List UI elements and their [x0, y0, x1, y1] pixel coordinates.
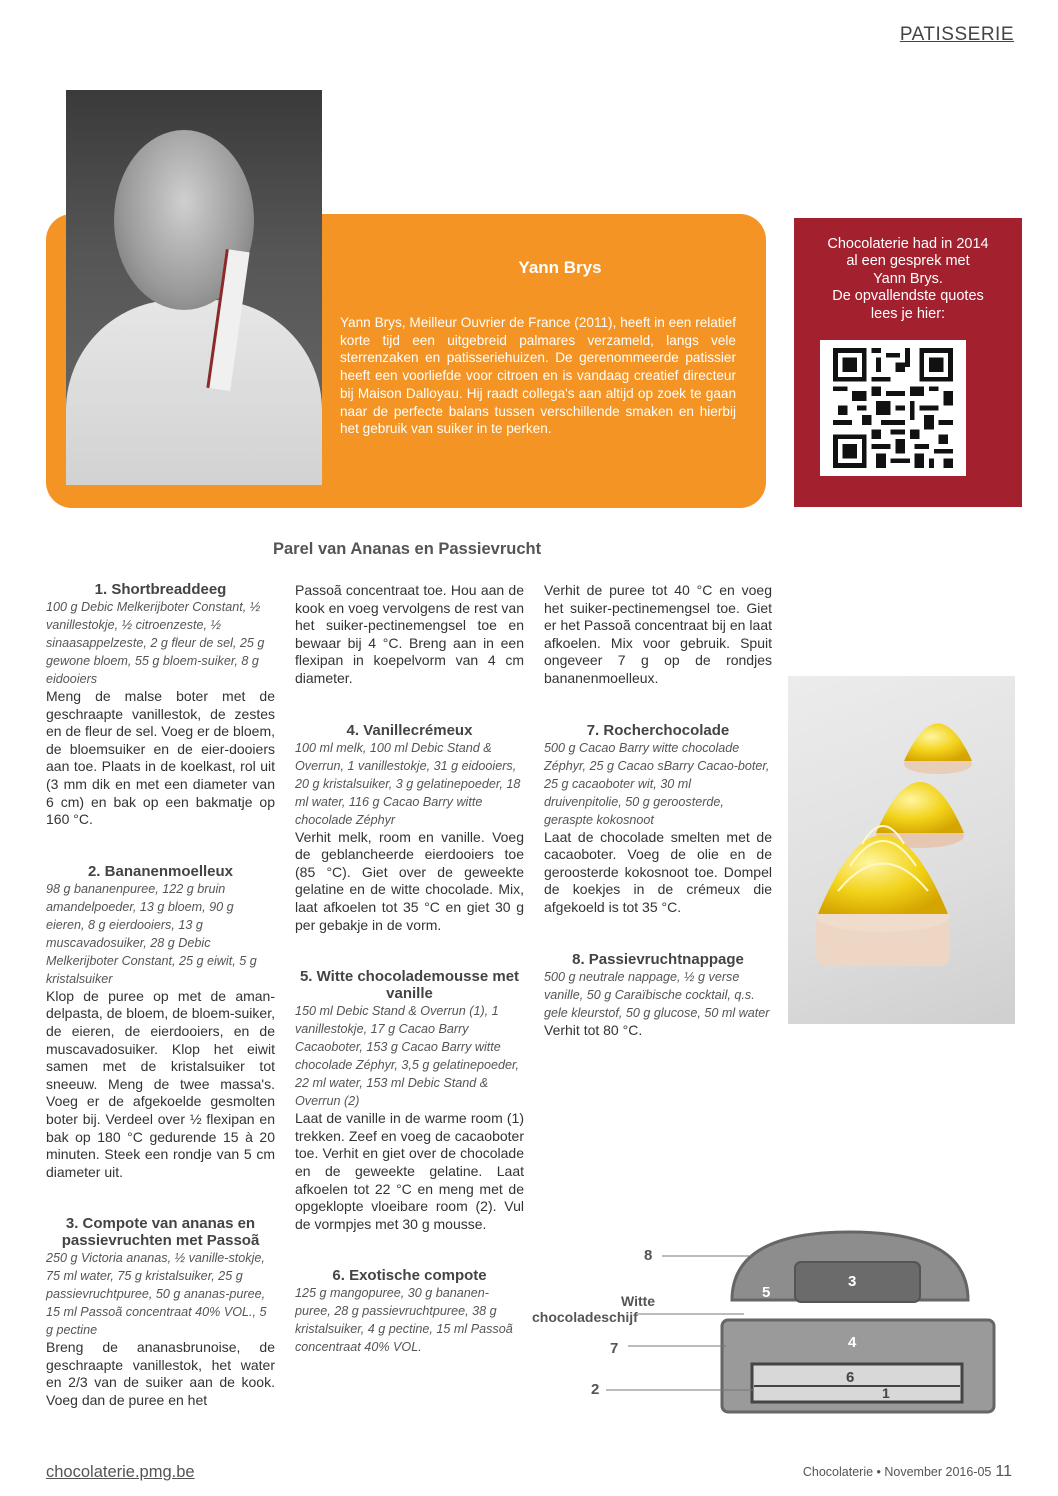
- step-method: Verhit de puree tot 40 °C en voeg het suiker-pectinemengsel toe. Giet er het Passoã concentraat bij en laat afkoelen. Mix voor gebruik. Spuit ongeveer 7 g op de rondjes bananenmoelleux.: [544, 582, 772, 686]
- label-8: 8: [644, 1247, 653, 1264]
- step-heading: 7. Rocherchocolade: [586, 721, 730, 739]
- step-method: Breng de ananasbrunoise, de geschraapte vanillestok, het water en 2/3 van de suiker aan de kook. Voeg dan de puree en het: [46, 1339, 275, 1409]
- promo-text: [794, 236, 1022, 323]
- step-ingredients: 98 g bananenpuree, 122 g bruin amandelpoeder, 13 g bloem, 90 g eieren, 8 g eierdooiers, 13 g muscavadosuiker, 28 g Debic Melkerijboter Constant, 25 g eiwit, 5 g kristalsuiker: [46, 881, 257, 986]
- dessert-photo: [788, 676, 1015, 1024]
- label-1: 1: [882, 1385, 890, 1401]
- base-layer: [752, 1364, 962, 1402]
- assembly-diagram: [520, 1228, 1010, 1438]
- recipe-column-1: [46, 581, 275, 1410]
- label-3: 3: [848, 1273, 857, 1290]
- step-ingredients: 500 g neutrale nappage, ½ g verse vanille, 50 g Caraïbische cocktail, q.s. gele kleurstof, 50 g glucose, 50 ml water: [544, 969, 770, 1020]
- label-2: 2: [591, 1381, 600, 1398]
- step-ingredients: 500 g Cacao Barry witte chocolade Zéphyr, 25 g Cacao sBarry Cacao-boter, 25 g cacaoboter wit, 30 ml druivenpitolie, 50 g geroosterde, geraspte kokosnoot: [544, 740, 770, 827]
- promo-line: De opvallendste quotes: [832, 288, 984, 305]
- bio-name: Yann Brys: [518, 258, 602, 277]
- step-heading: 5. Witte chocolademousse met vanille: [299, 968, 520, 1003]
- footer-site-link[interactable]: chocolaterie.pmg.be: [46, 1463, 195, 1481]
- step-ingredients: 250 g Victoria ananas, ½ vanille-stokje, 75 ml water, 75 g kristalsuiker, 25 g passievruchtpuree, 50 g ananas-puree, 15 ml Passoã concentraat 40% VOL., 5 g pectine: [46, 1251, 267, 1338]
- footer-publication: [803, 1463, 1012, 1481]
- dessert-illustration: [788, 676, 1015, 1024]
- promo-line: al een gesprek met: [846, 253, 970, 270]
- step-heading: 8. Passievruchtnappage: [572, 950, 744, 968]
- step-method: Passoã concentraat toe. Hou aan de kook en voeg vervolgens de rest van het suiker-pectinemengsel toe en bewaar bij 4 °C. Breng aan in een flexipan in koepelvorm van 4 cm diameter.: [295, 582, 524, 686]
- step-ingredients: 125 g mangopuree, 30 g bananen-puree, 28 g passievruchtpuree, 38 g kristalsuiker, 4 g pectine, 15 ml Passoã concentraat 40% VOL.: [295, 1286, 513, 1355]
- qr-code[interactable]: [820, 340, 966, 476]
- step-ingredients: 150 ml Debic Stand & Overrun (1), 1 vanillestokje, 17 g Cacao Barry Cacaoboter, 153 g Cacao Barry witte chocolade Zéphyr, 3,5 g gelatinepoeder, 22 ml water, 153 ml Debic Stand & Overrun (2): [295, 1004, 520, 1109]
- label-7: 7: [610, 1340, 619, 1357]
- step-method: Meng de malse boter met de geschraapte vanillestok, de zestes en de fleur de sel. Voeg er de bloem, de bloemsuiker en de eier-dooiers aan toe. Plaats in de koelkast, rol uit (3 mm dik en met een diameter van 6 cm) en bak op een bakmatje op 160 °C.: [46, 688, 275, 828]
- step-method: Klop de puree op met de aman-delpasta, de bloem, de bloem-suiker, de eieren, de eierdooiers, en de muscavadosuiker. Klop het eiwit samen met de kristalsuiker tot sneeuw. Meng de twee massa's. Voeg er de afgekoelde gesmolten boter bij. Verdeel over ½ flexipan en bak op 180 °C gedurende 15 à 20 minuten. Steek een rondje van 5 cm diameter uit.: [46, 987, 275, 1180]
- step-heading: 3. Compote van ananas en passievruchten met Passoã: [61, 1215, 260, 1250]
- step-heading: 4. Vanillecrémeux: [346, 721, 473, 739]
- promo-line: Yann Brys.: [873, 270, 943, 287]
- step-heading: 2. Bananenmoelleux: [87, 862, 234, 880]
- step-method: Verhit melk, room en vanille. Voeg de geblancheerde eierdooiers toe (85 °C). Giet over de geweekte gelatine en de witte chocolade. Mix, laat afkoelen tot 35 °C en giet 30 g per gebakje in de vorm.: [295, 828, 524, 933]
- label-chocoladeschijf: chocoladeschijf: [532, 1309, 638, 1325]
- footer-publication-text: Chocolaterie • November 2016-05: [802, 1465, 992, 1479]
- chef-portrait: [66, 90, 322, 485]
- recipe-column-2: [295, 582, 524, 1356]
- step-ingredients: 100 ml melk, 100 ml Debic Stand & Overrun, 1 vanillestokje, 31 g eidooiers, 20 g kristalsuiker, 3 g gelatinepoeder, 18 ml water, 116 g Cacao Barry witte chocolade Zéphyr: [295, 740, 521, 827]
- step-method: Laat de vanille in de warme room (1) trekken. Zeef en voeg de cacaoboter toe. Verhit en giet over de chocolade en de geweekte gelatine. Laat afkoelen tot 22 °C en meng met de opgeklopte vloeibare room (2). Vul de vormpjes met 30 g mousse.: [295, 1110, 524, 1232]
- page-number: 11: [995, 1463, 1012, 1480]
- recipe-column-3: [544, 582, 772, 1039]
- step-method: Laat de chocolade smelten met de cacaoboter. Voeg de olie en de geroosterde kokosnoot toe. Dompel de koekjes in de crémeux die afgekoeld is tot 35 °C.: [544, 828, 772, 915]
- bio-text: Yann Brys, Meilleur Ouvrier de France (2011), heeft in een relatief korte tijd een uitgebreid palmares verzameld, langs vele sterrenzaken en patisseriehuizen. De gerenommeerde patissier heeft een voorliefde voor citroen en is vandaag creatief directeur bij Maison Dalloyau. Hij raadt collega's aan altijd op zoek te gaan naar de perfecte balans tussen verschillende smaken en hierbij het gebruik van suiker in te perken.: [340, 315, 736, 437]
- label-witte: Witte: [621, 1293, 656, 1309]
- step-heading: 1. Shortbreaddeeg: [94, 581, 227, 598]
- step-ingredients: 100 g Debic Melkerijboter Constant, ½ vanillestokje, ½ citroenzeste, ½ sinaasappelzeste, 2 g fleur de sel, 25 g gewone bloem, 55 g bloem-suiker, 8 g eidooiers: [46, 600, 265, 686]
- step-heading: 6. Exotische compote: [332, 1267, 487, 1285]
- compote-layer: [795, 1262, 920, 1302]
- label-6: 6: [846, 1369, 855, 1386]
- recipe-title: Parel van Ananas en Passievrucht: [273, 540, 542, 558]
- label-4: 4: [848, 1334, 857, 1351]
- section-tag: PATISSERIE: [899, 24, 1014, 45]
- label-5: 5: [762, 1284, 771, 1301]
- promo-line: Chocolaterie had in 2014: [827, 236, 989, 252]
- qr-code-icon: [828, 348, 958, 468]
- step-method: Verhit tot 80 °C.: [544, 1021, 643, 1038]
- promo-line: lees je hier:: [870, 305, 946, 322]
